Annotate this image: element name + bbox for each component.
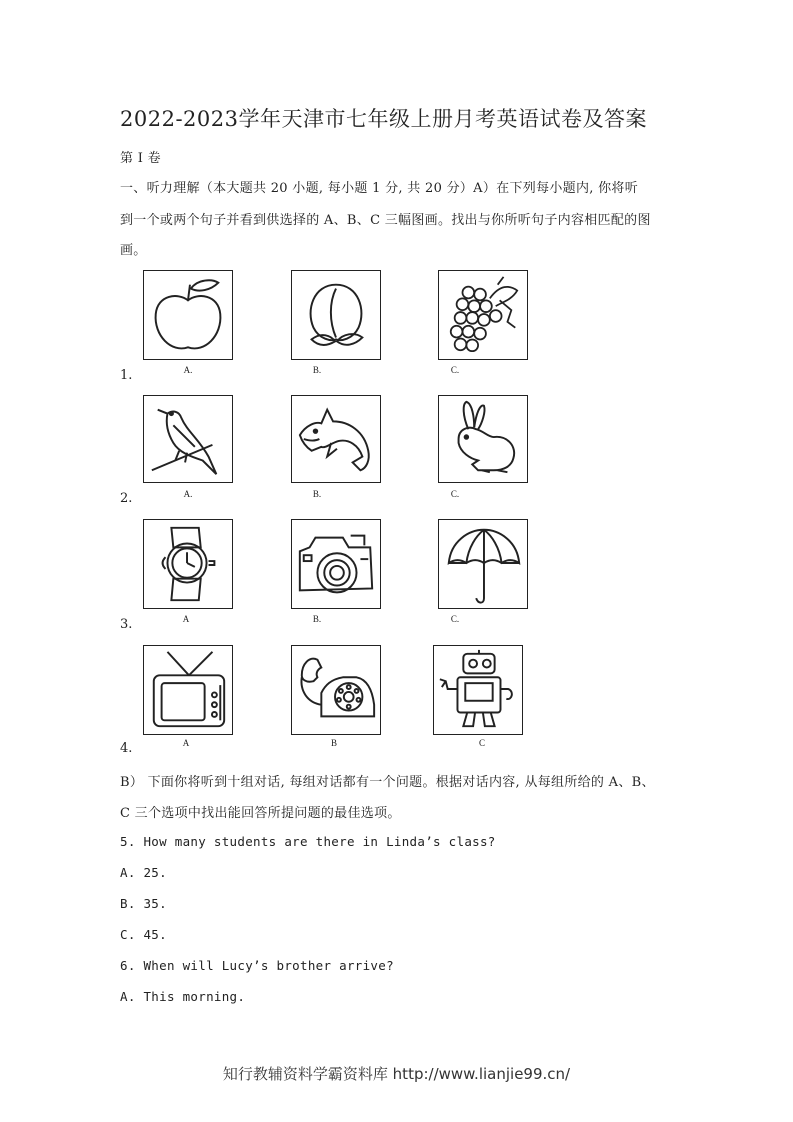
tv-icon (143, 645, 233, 735)
option-label: C. (450, 614, 460, 624)
listening-intro-line-2: 到一个或两个句子并看到供选择的 A、B、C 三幅图画。找出与你所听句子内容相匹配的图 (120, 213, 651, 228)
part-b-intro-line-2: C 三个选项中找出能回答所提问题的最佳选项。 (120, 806, 401, 821)
telephone-icon (291, 645, 381, 735)
question-number: 1. (120, 368, 133, 383)
option-label: B. (312, 365, 322, 375)
option-label: C (478, 738, 486, 748)
answer-option: C. 45. (120, 927, 167, 942)
umbrella-icon (438, 519, 528, 609)
part-b-intro-line-1: B） 下面你将听到十组对话, 每组对话都有一个问题。根据对话内容, 从每组所给的 A、B、 (120, 775, 655, 790)
grapes-icon (438, 270, 528, 360)
option-label: B (330, 738, 338, 748)
camera-icon (291, 519, 381, 609)
option-label: C. (450, 489, 460, 499)
question-number: 2. (120, 491, 133, 506)
option-label: A (182, 614, 190, 624)
listening-intro-line-1: 一、听力理解（本大题共 20 小题, 每小题 1 分, 共 20 分）A）在下列每小题内, 你将听 (120, 181, 639, 196)
question-stem: 5. How many students are there in Linda’s class? (120, 834, 496, 849)
question-number: 4. (120, 741, 133, 756)
bird-icon (143, 395, 233, 483)
peach-icon (291, 270, 381, 360)
page-title: 2022-2023学年天津市七年级上册月考英语试卷及答案 (120, 107, 647, 131)
option-label: B. (312, 614, 322, 624)
option-label: A. (183, 489, 193, 499)
option-label: A (182, 738, 190, 748)
rabbit-icon (438, 395, 528, 483)
watch-icon (143, 519, 233, 609)
dolphin-icon (291, 395, 381, 483)
option-label: A. (183, 365, 193, 375)
section-label: 第 I 卷 (120, 151, 161, 166)
question-number: 3. (120, 617, 133, 632)
question-stem: 6. When will Lucy’s brother arrive? (120, 958, 394, 973)
answer-option: B. 35. (120, 896, 167, 911)
listening-intro-line-3: 画。 (120, 243, 147, 258)
option-label: B. (312, 489, 322, 499)
footer-watermark: 知行教辅资料学霸资料库 http://www.lianjie99.cn/ (222, 1065, 571, 1083)
apple-icon (143, 270, 233, 360)
answer-option: A. This morning. (120, 989, 246, 1004)
answer-option: A. 25. (120, 865, 167, 880)
option-label: C. (450, 365, 460, 375)
robot-icon (433, 645, 523, 735)
